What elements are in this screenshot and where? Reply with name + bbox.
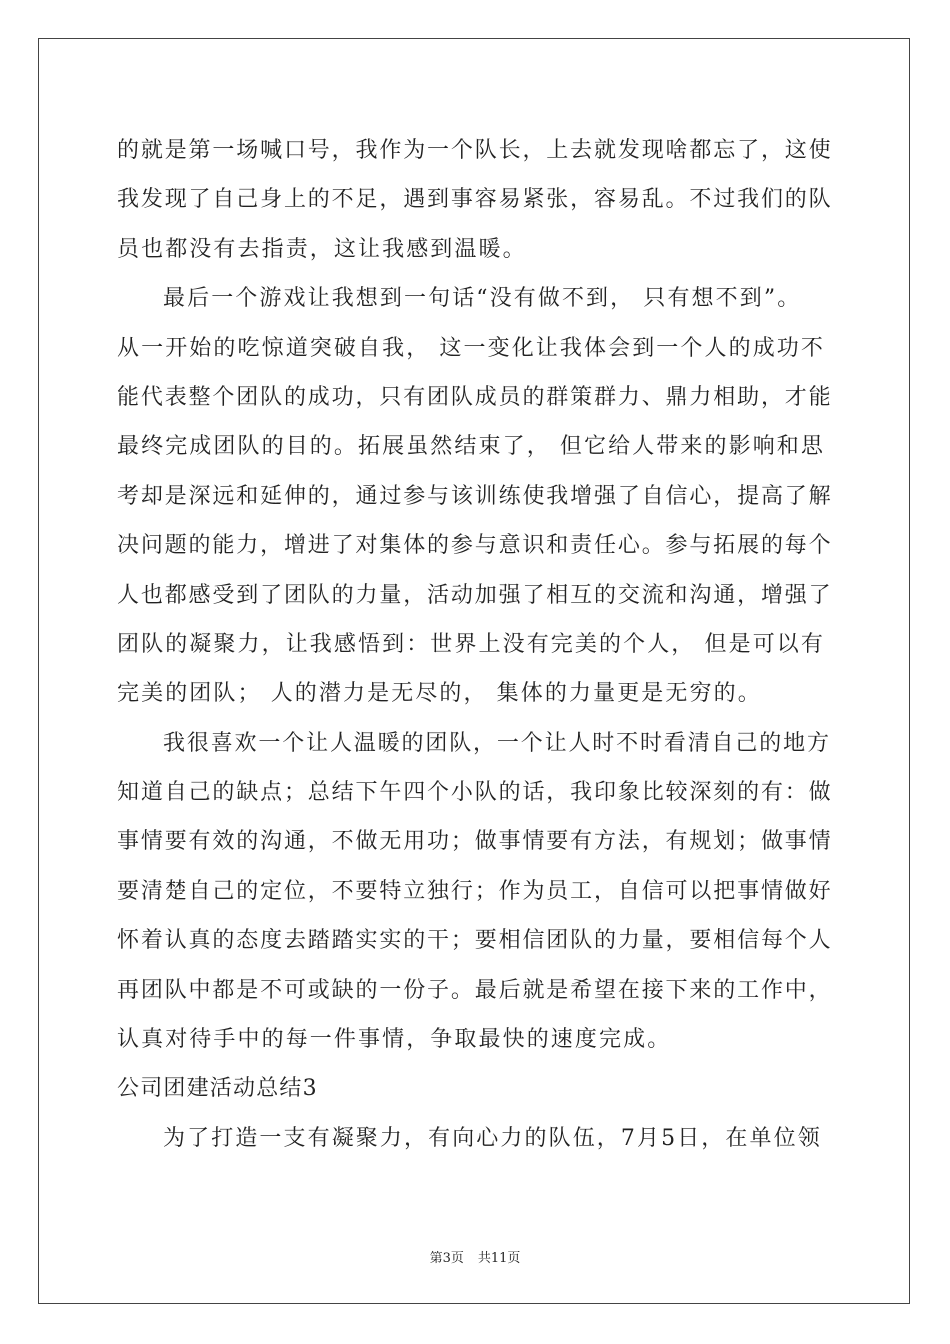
text-line: 考却是深远和延伸的，通过参与该训练使我增强了自信心，提高了解 (117, 483, 833, 509)
page-footer (0, 1247, 950, 1266)
text-line: 我发现了自己身上的不足，遇到事容易紧张，容易乱。不过我们的队 (117, 187, 833, 213)
page-total: 共11页 (477, 1251, 521, 1266)
text-line: 认真对待手中的每一件事情，争取最快的速度完成。 (117, 1027, 672, 1053)
text-line: 员也都没有去指责，这让我感到温暖。 (117, 236, 527, 262)
page-number: 第3页 (429, 1251, 464, 1266)
text-line: 再团队中都是不可或缺的一份子。最后就是希望在接下来的工作中， (117, 977, 833, 1003)
text-line: 最终完成团队的目的。拓展虽然结束了， 但它给人带来的影响和思 (117, 434, 825, 460)
text-line: 决问题的能力，增进了对集体的参与意识和责任心。参与拓展的每个 (117, 533, 833, 559)
text-line: 能代表整个团队的成功，只有团队成员的群策群力、鼎力相助，才能 (117, 384, 833, 410)
text-line: 团队的凝聚力，让我感悟到：世界上没有完美的个人， 但是可以有 (117, 631, 825, 657)
text-line: 的就是第一场喊口号，我作为一个队长，上去就发现啥都忘了，这使 (117, 138, 833, 163)
paragraph-start-line: 最后一个游戏让我想到一句话“没有做不到， 只有想不到”。 (163, 286, 802, 312)
text-line: 人也都感受到了团队的力量，活动加强了相互的交流和沟通，增强了 (117, 582, 833, 608)
text-line: 事情要有效的沟通，不做无用功；做事情要有方法，有规划；做事情 (117, 829, 833, 855)
text-line: 知道自己的缺点；总结下午四个小队的话，我印象比较深刻的有：做 (117, 780, 833, 806)
document-body (117, 126, 837, 1163)
section-heading: 公司团建活动总结3 (117, 1076, 318, 1102)
text-line: 要清楚自己的定位，不要特立独行；作为员工，自信可以把事情做好 (117, 878, 833, 904)
text-line: 怀着认真的态度去踏踏实实的干；要相信团队的力量，要相信每个人 (117, 928, 833, 954)
text-line: 完美的团队； 人的潜力是无尽的， 集体的力量更是无穷的。 (117, 681, 762, 707)
paragraph-start-line: 为了打造一支有凝聚力，有向心力的队伍，7月5日，在单位领 (163, 1125, 822, 1151)
paragraph-start-line: 我很喜欢一个让人温暖的团队，一个让人时不时看清自己的地方 (163, 730, 831, 756)
text-line: 从一开始的吃惊道突破自我， 这一变化让我体会到一个人的成功不 (117, 335, 825, 361)
